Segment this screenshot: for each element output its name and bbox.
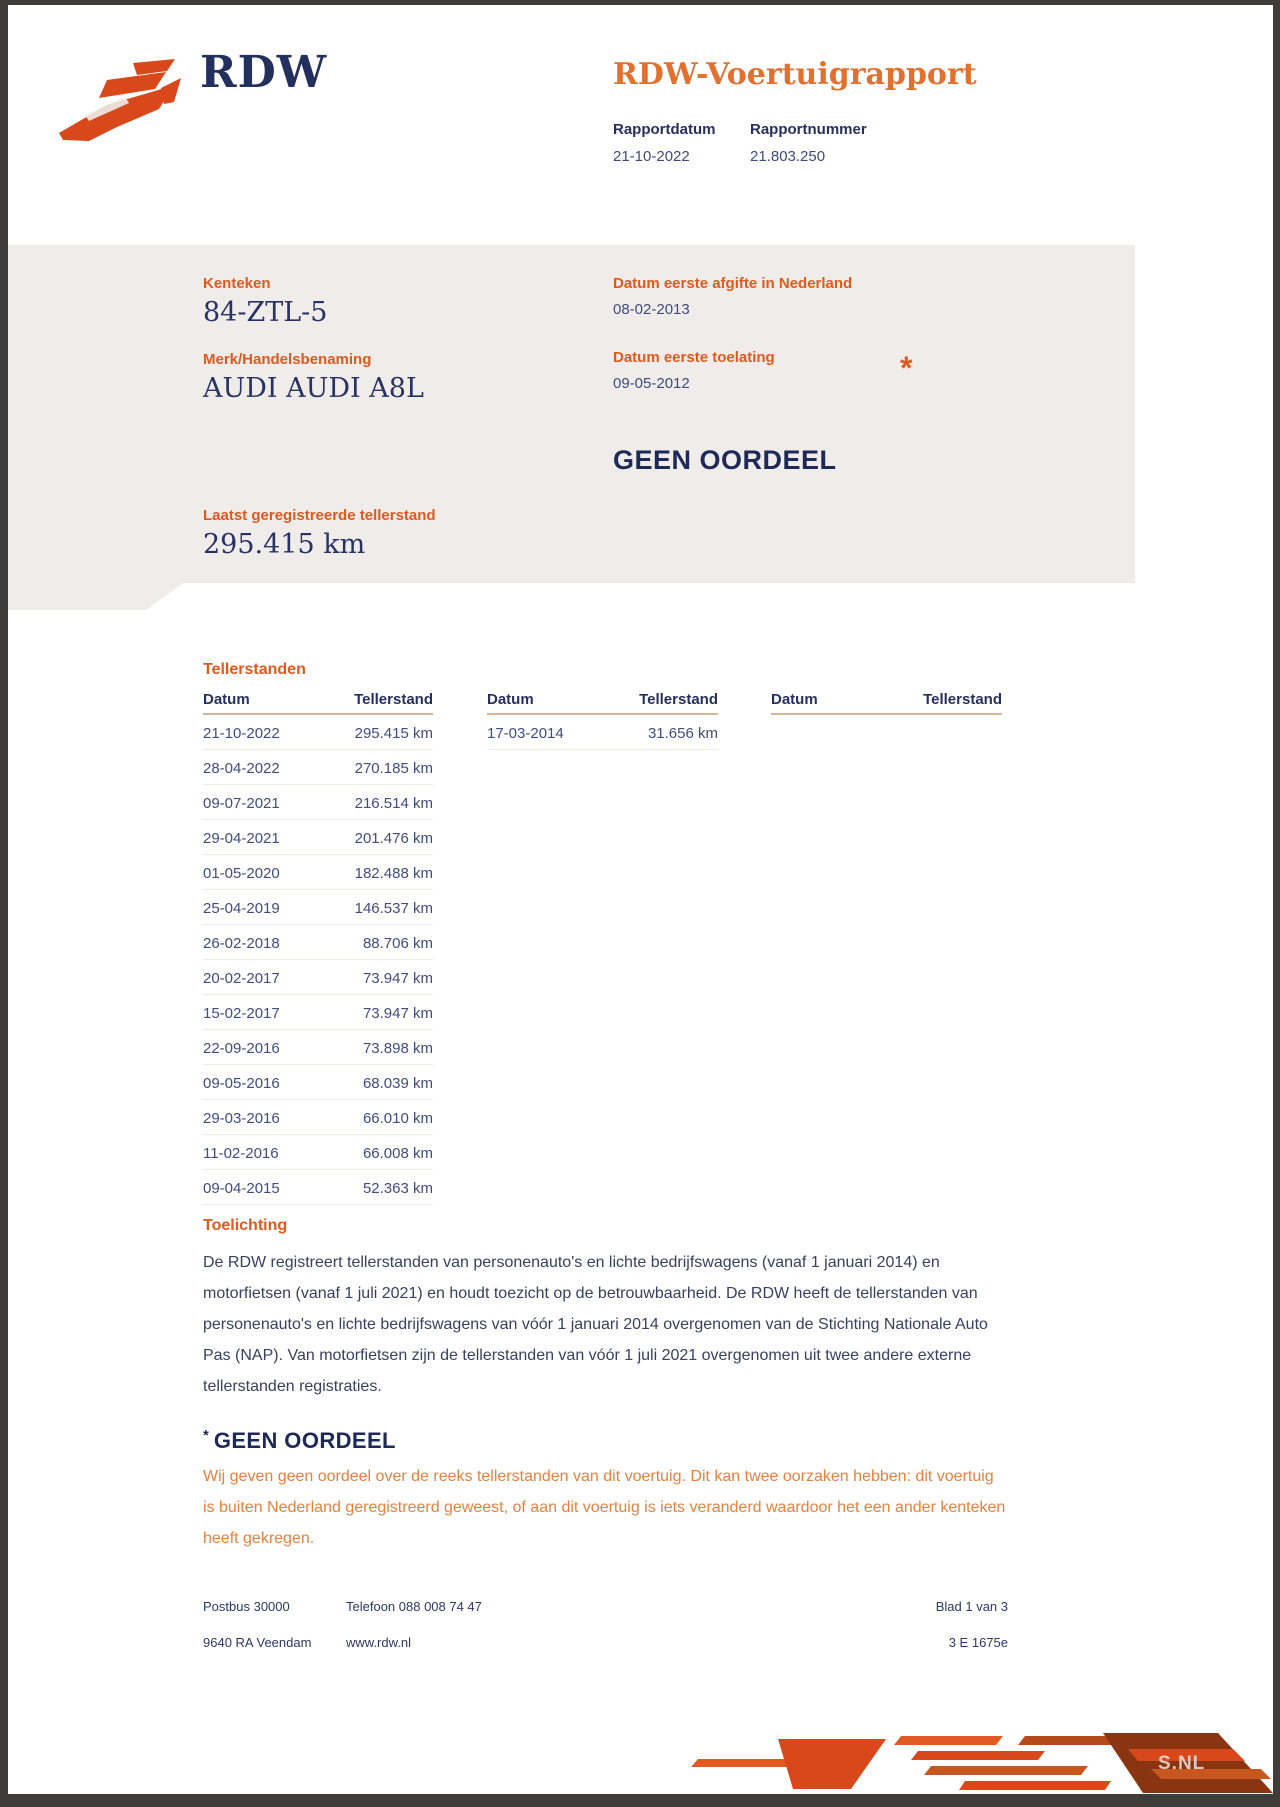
merk-value: AUDI AUDI A8L xyxy=(203,373,424,404)
footer-phone: Telefoon 088 008 74 47 xyxy=(346,1599,482,1614)
row-datum: 11-02-2016 xyxy=(203,1145,279,1162)
row-datum: 22-09-2016 xyxy=(203,1040,280,1057)
table-header xyxy=(487,691,718,715)
row-tellerstand: 73.898 km xyxy=(362,1040,433,1057)
table-row xyxy=(203,1135,433,1170)
footer-form-code: 3 E 1675e xyxy=(948,1635,1008,1650)
table-row xyxy=(203,785,433,820)
report-date-value: 21-10-2022 xyxy=(613,148,690,165)
table-header xyxy=(771,691,1002,715)
toelating-label: Datum eerste toelating xyxy=(613,349,775,366)
footer-address-line2: 9640 RA Veendam xyxy=(203,1635,312,1650)
rdw-logo-icon xyxy=(55,57,195,147)
row-datum: 29-03-2016 xyxy=(203,1110,280,1127)
row-tellerstand: 146.537 km xyxy=(354,900,433,917)
readings-table-group-1 xyxy=(203,691,433,1205)
report-date-label: Rapportdatum xyxy=(613,121,716,138)
row-datum: 09-04-2015 xyxy=(203,1180,280,1197)
site-watermark: S.NL xyxy=(1158,1753,1206,1774)
verdict-asterisk: * xyxy=(900,350,913,386)
table-rows xyxy=(203,715,433,1205)
panel-notch-decoration xyxy=(8,583,183,610)
readings-table-group-2 xyxy=(487,691,718,750)
afgifte-label: Datum eerste afgifte in Nederland xyxy=(613,275,853,292)
table-row xyxy=(203,890,433,925)
table-header xyxy=(203,691,433,715)
row-tellerstand: 66.010 km xyxy=(362,1110,433,1127)
row-datum: 29-04-2021 xyxy=(203,830,280,847)
tellerstanden-heading: Tellerstanden xyxy=(203,661,306,678)
document-title: RDW-Voertuigrapport xyxy=(613,57,977,92)
table-row xyxy=(203,1065,433,1100)
col-tellerstand: Tellerstand xyxy=(354,691,433,708)
report-page xyxy=(8,5,1273,1794)
table-row xyxy=(203,715,433,750)
table-row xyxy=(203,995,433,1030)
table-row xyxy=(203,1030,433,1065)
toelichting-heading: Toelichting xyxy=(203,1217,288,1234)
brand-wordmark: RDW xyxy=(200,47,328,98)
footer-page-indicator: Blad 1 van 3 xyxy=(935,1599,1008,1614)
row-tellerstand: 31.656 km xyxy=(647,725,718,742)
table-rows xyxy=(487,715,718,750)
table-row xyxy=(203,820,433,855)
row-tellerstand: 73.947 km xyxy=(362,970,433,987)
row-tellerstand: 68.039 km xyxy=(362,1075,433,1092)
row-datum: 21-10-2022 xyxy=(203,725,280,742)
table-row xyxy=(203,750,433,785)
geen-oordeel-body: Wij geven geen oordeel over de reeks tellerstanden van dit voertuig. Dit kan twee oorzaken hebben: dit voertuig is buiten Nederland geregistreerd geweest, of aan dit voertuig is iets veranderd waardoor het een ander kenteken heeft gekregen. xyxy=(203,1468,1006,1547)
row-datum: 25-04-2019 xyxy=(203,900,280,917)
table-row xyxy=(203,960,433,995)
merk-label: Merk/Handelsbenaming xyxy=(203,351,372,368)
row-datum: 09-05-2016 xyxy=(203,1075,280,1092)
row-tellerstand: 295.415 km xyxy=(354,725,433,742)
table-row xyxy=(203,855,433,890)
row-tellerstand: 182.488 km xyxy=(354,865,433,882)
row-datum: 20-02-2017 xyxy=(203,970,280,987)
report-number-label: Rapportnummer xyxy=(750,121,867,138)
row-tellerstand: 73.947 km xyxy=(362,1005,433,1022)
toelating-value: 09-05-2012 xyxy=(613,375,690,392)
row-tellerstand: 66.008 km xyxy=(362,1145,433,1162)
row-tellerstand: 270.185 km xyxy=(354,760,433,777)
row-tellerstand: 216.514 km xyxy=(354,795,433,812)
table-row xyxy=(203,925,433,960)
toelichting-body: De RDW registreert tellerstanden van personenauto's en lichte bedrijfswagens (vanaf 1 januari 2014) en motorfietsen (vanaf 1 juli 2021) en houdt toezicht op de betrouwbaarheid. De RDW heeft de tellerstanden van personenauto's en lichte bedrijfswagens van vóór 1 januari 2014 overgenomen van de Stichting Nationale Auto Pas (NAP). Van motorfietsen zijn de tellerstanden van vóór 1 juli 2021 overgenomen uit twee andere externe tellerstanden registraties. xyxy=(203,1254,988,1395)
report-number-value: 21.803.250 xyxy=(750,148,826,165)
col-datum: Datum xyxy=(203,691,250,708)
geen-oordeel-heading-row xyxy=(203,1427,396,1454)
table-row xyxy=(203,1170,433,1205)
col-datum: Datum xyxy=(487,691,534,708)
row-datum: 17-03-2014 xyxy=(487,725,564,742)
footer-website-link[interactable]: www.rdw.nl xyxy=(346,1635,412,1650)
row-datum: 09-07-2021 xyxy=(203,795,280,812)
row-datum: 15-02-2017 xyxy=(203,1005,280,1022)
row-datum: 01-05-2020 xyxy=(203,865,280,882)
row-tellerstand: 88.706 km xyxy=(362,935,433,952)
readings-table-group-3 xyxy=(771,691,1002,715)
tellerstand-label: Laatst geregistreerde tellerstand xyxy=(203,507,436,524)
footer-address-line1: Postbus 30000 xyxy=(203,1599,290,1614)
afgifte-value: 08-02-2013 xyxy=(613,301,690,318)
kenteken-value: 84-ZTL-5 xyxy=(203,297,328,328)
col-tellerstand: Tellerstand xyxy=(923,691,1002,708)
col-datum: Datum xyxy=(771,691,818,708)
table-row xyxy=(487,715,718,750)
tellerstand-value: 295.415 km xyxy=(203,529,366,560)
geen-oordeel-asterisk: * xyxy=(203,1427,209,1444)
row-datum: 26-02-2018 xyxy=(203,935,280,952)
row-tellerstand: 52.363 km xyxy=(362,1180,433,1197)
row-datum: 28-04-2022 xyxy=(203,760,280,777)
geen-oordeel-heading: GEEN OORDEEL xyxy=(213,1428,396,1453)
verdict-text: GEEN OORDEEL xyxy=(613,445,837,475)
vehicle-summary-panel xyxy=(8,245,1135,583)
table-row xyxy=(203,1100,433,1135)
row-tellerstand: 201.476 km xyxy=(354,830,433,847)
kenteken-label: Kenteken xyxy=(203,275,271,292)
col-tellerstand: Tellerstand xyxy=(639,691,718,708)
